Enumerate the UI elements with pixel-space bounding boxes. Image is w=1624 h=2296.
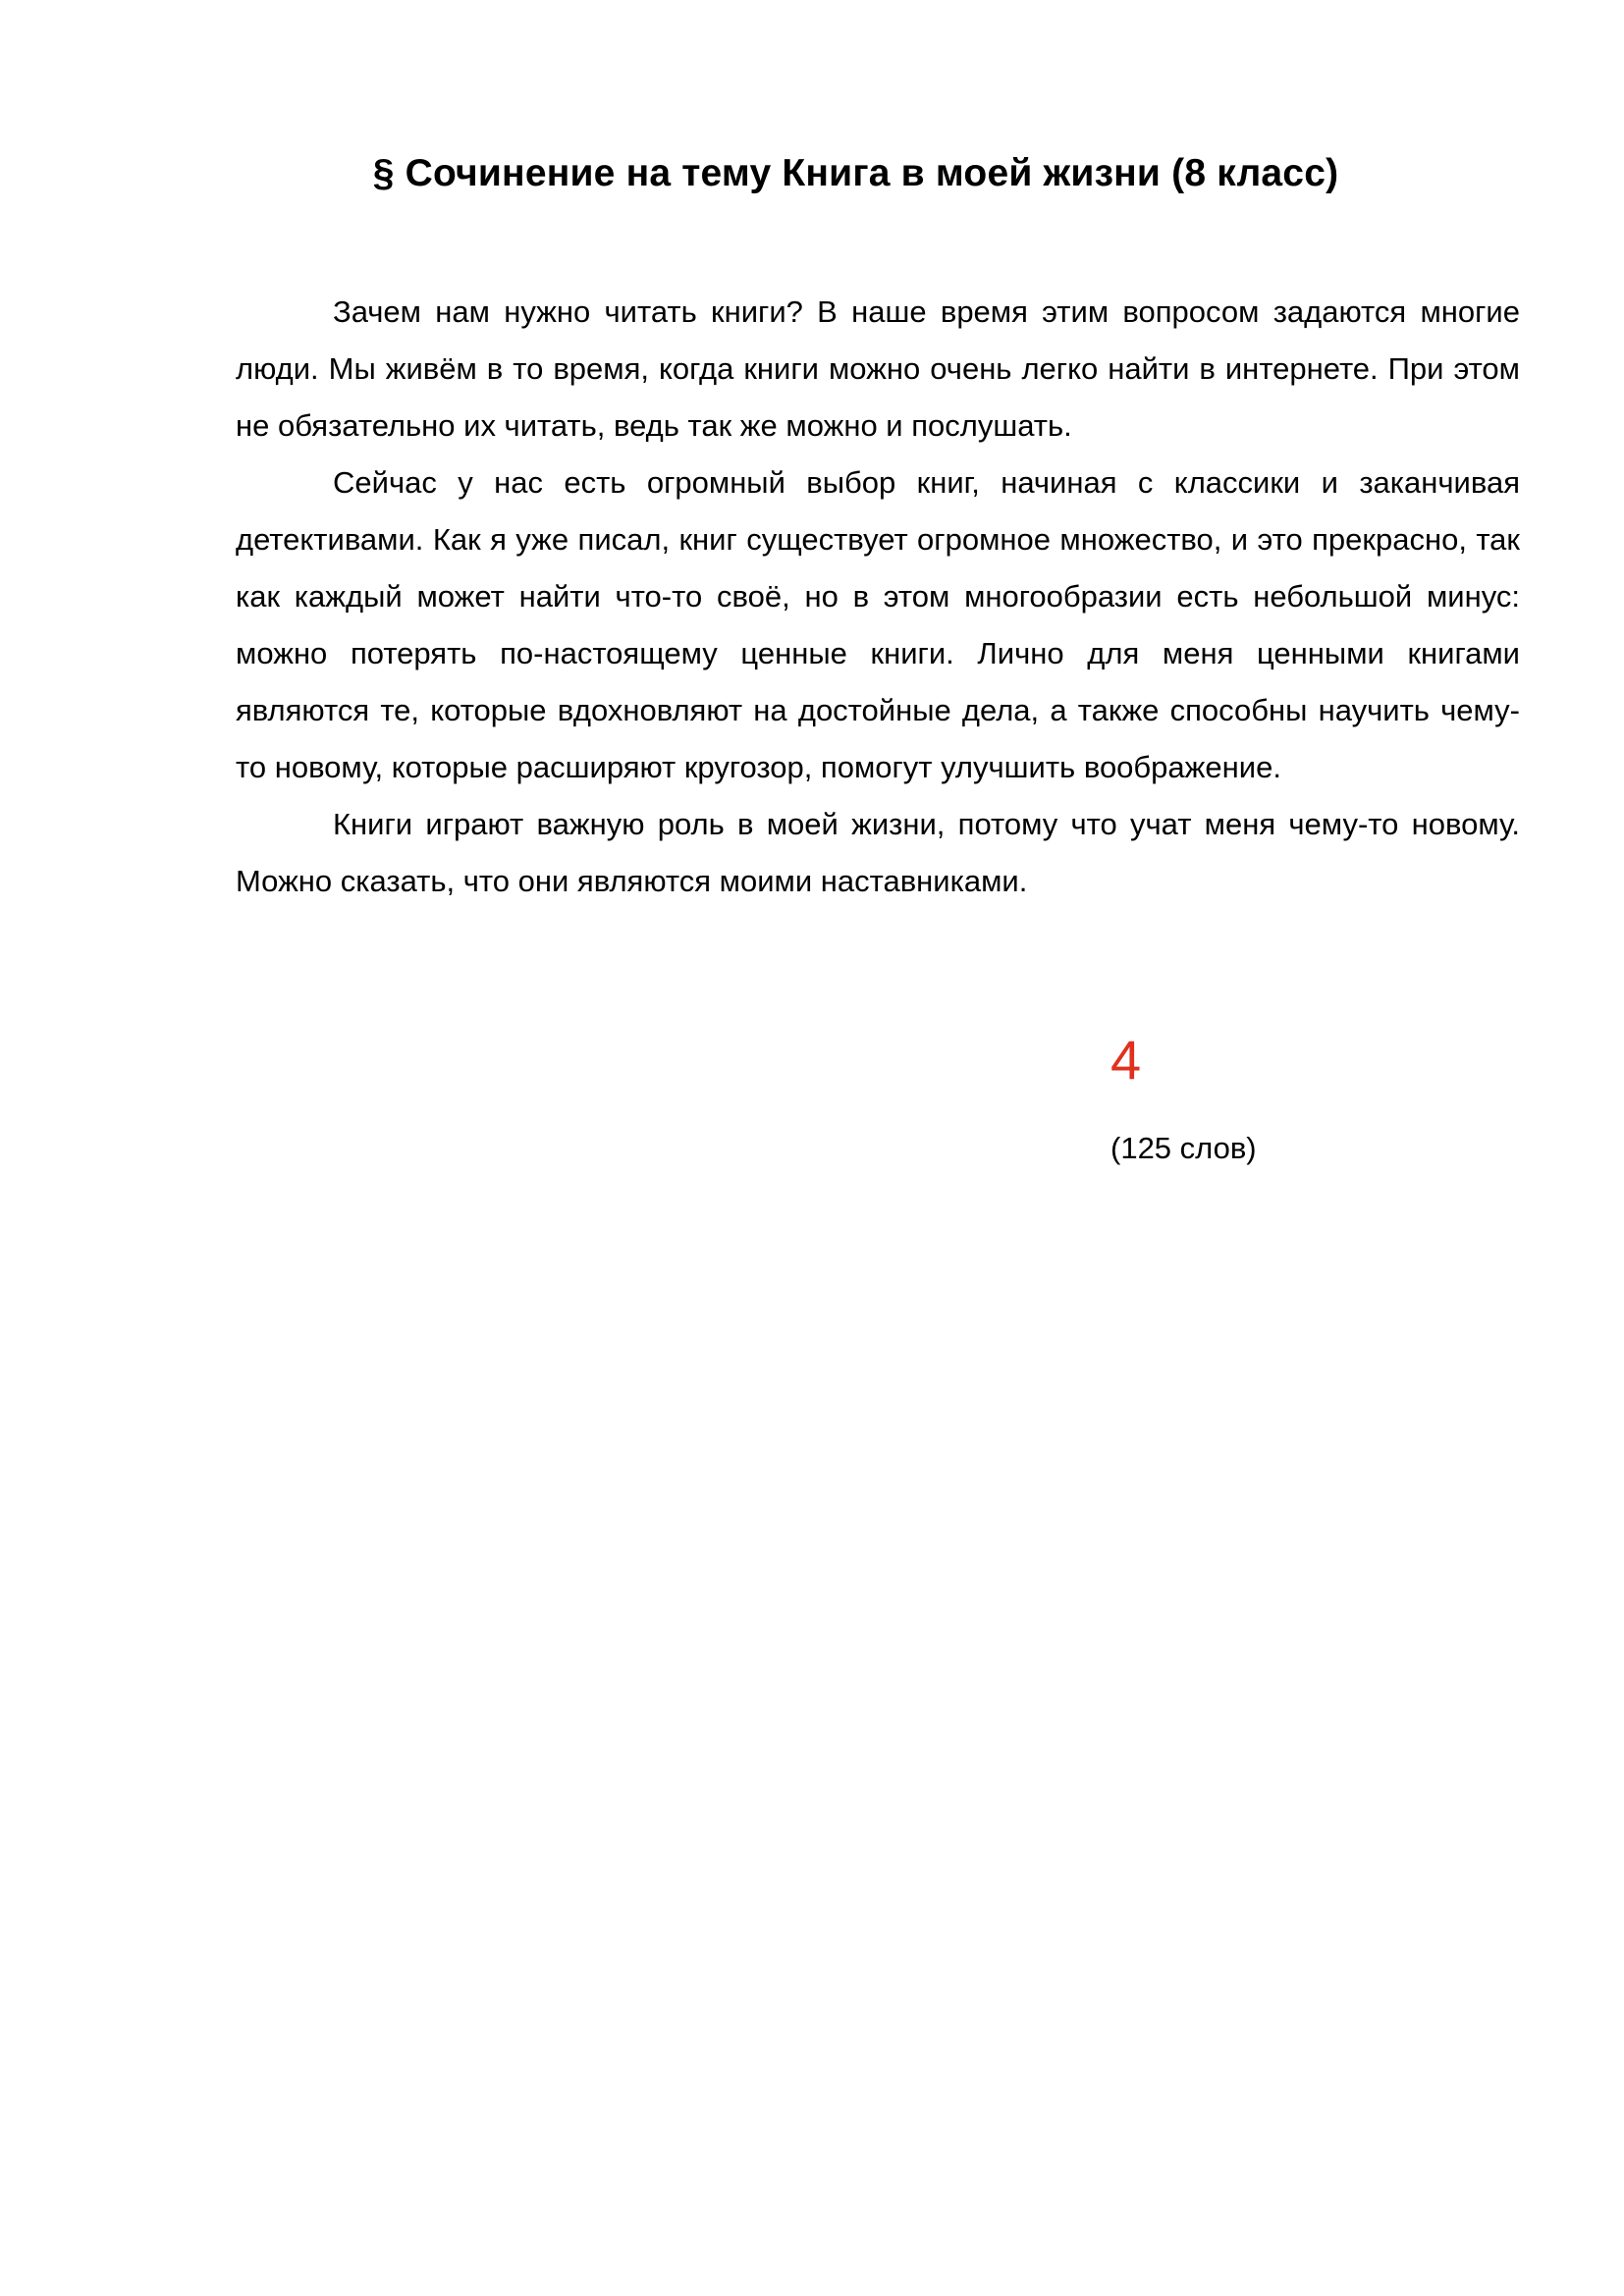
essay-paragraph-3: Книги играют важную роль в моей жизни, потому что учат меня чему-то новому. Можно сказать, что они являются моими наставниками. <box>236 807 1520 898</box>
essay-paragraph-1: Зачем нам нужно читать книги? В наше время этим вопросом задаются многие люди. Мы живём в то время, когда книги можно очень легко найти в интернете. При этом не обязательно их читать, ведь так же можно и послушать. <box>236 294 1520 443</box>
essay-body <box>236 284 1520 910</box>
essay-paragraph-2: Сейчас у нас есть огромный выбор книг, начиная с классики и заканчивая детективами. Как я уже писал, книг существует огромное множество, и это прекрасно, так как каждый может найти что-то своё, но в этом многообразии есть небольшой минус: можно потерять по-настоящему ценные книги. Лично для меня ценными книгами являются те, которые вдохновляют на достойные дела, а также способны научить чему-то новому, которые расширяют кругозор, помогут улучшить воображение. <box>236 465 1520 784</box>
word-count: (125 слов) <box>1110 1131 1257 1165</box>
essay-title: § Сочинение на тему Книга в моей жизни (8 класс) <box>372 152 1339 194</box>
grade-mark: 4 <box>1110 1029 1142 1091</box>
